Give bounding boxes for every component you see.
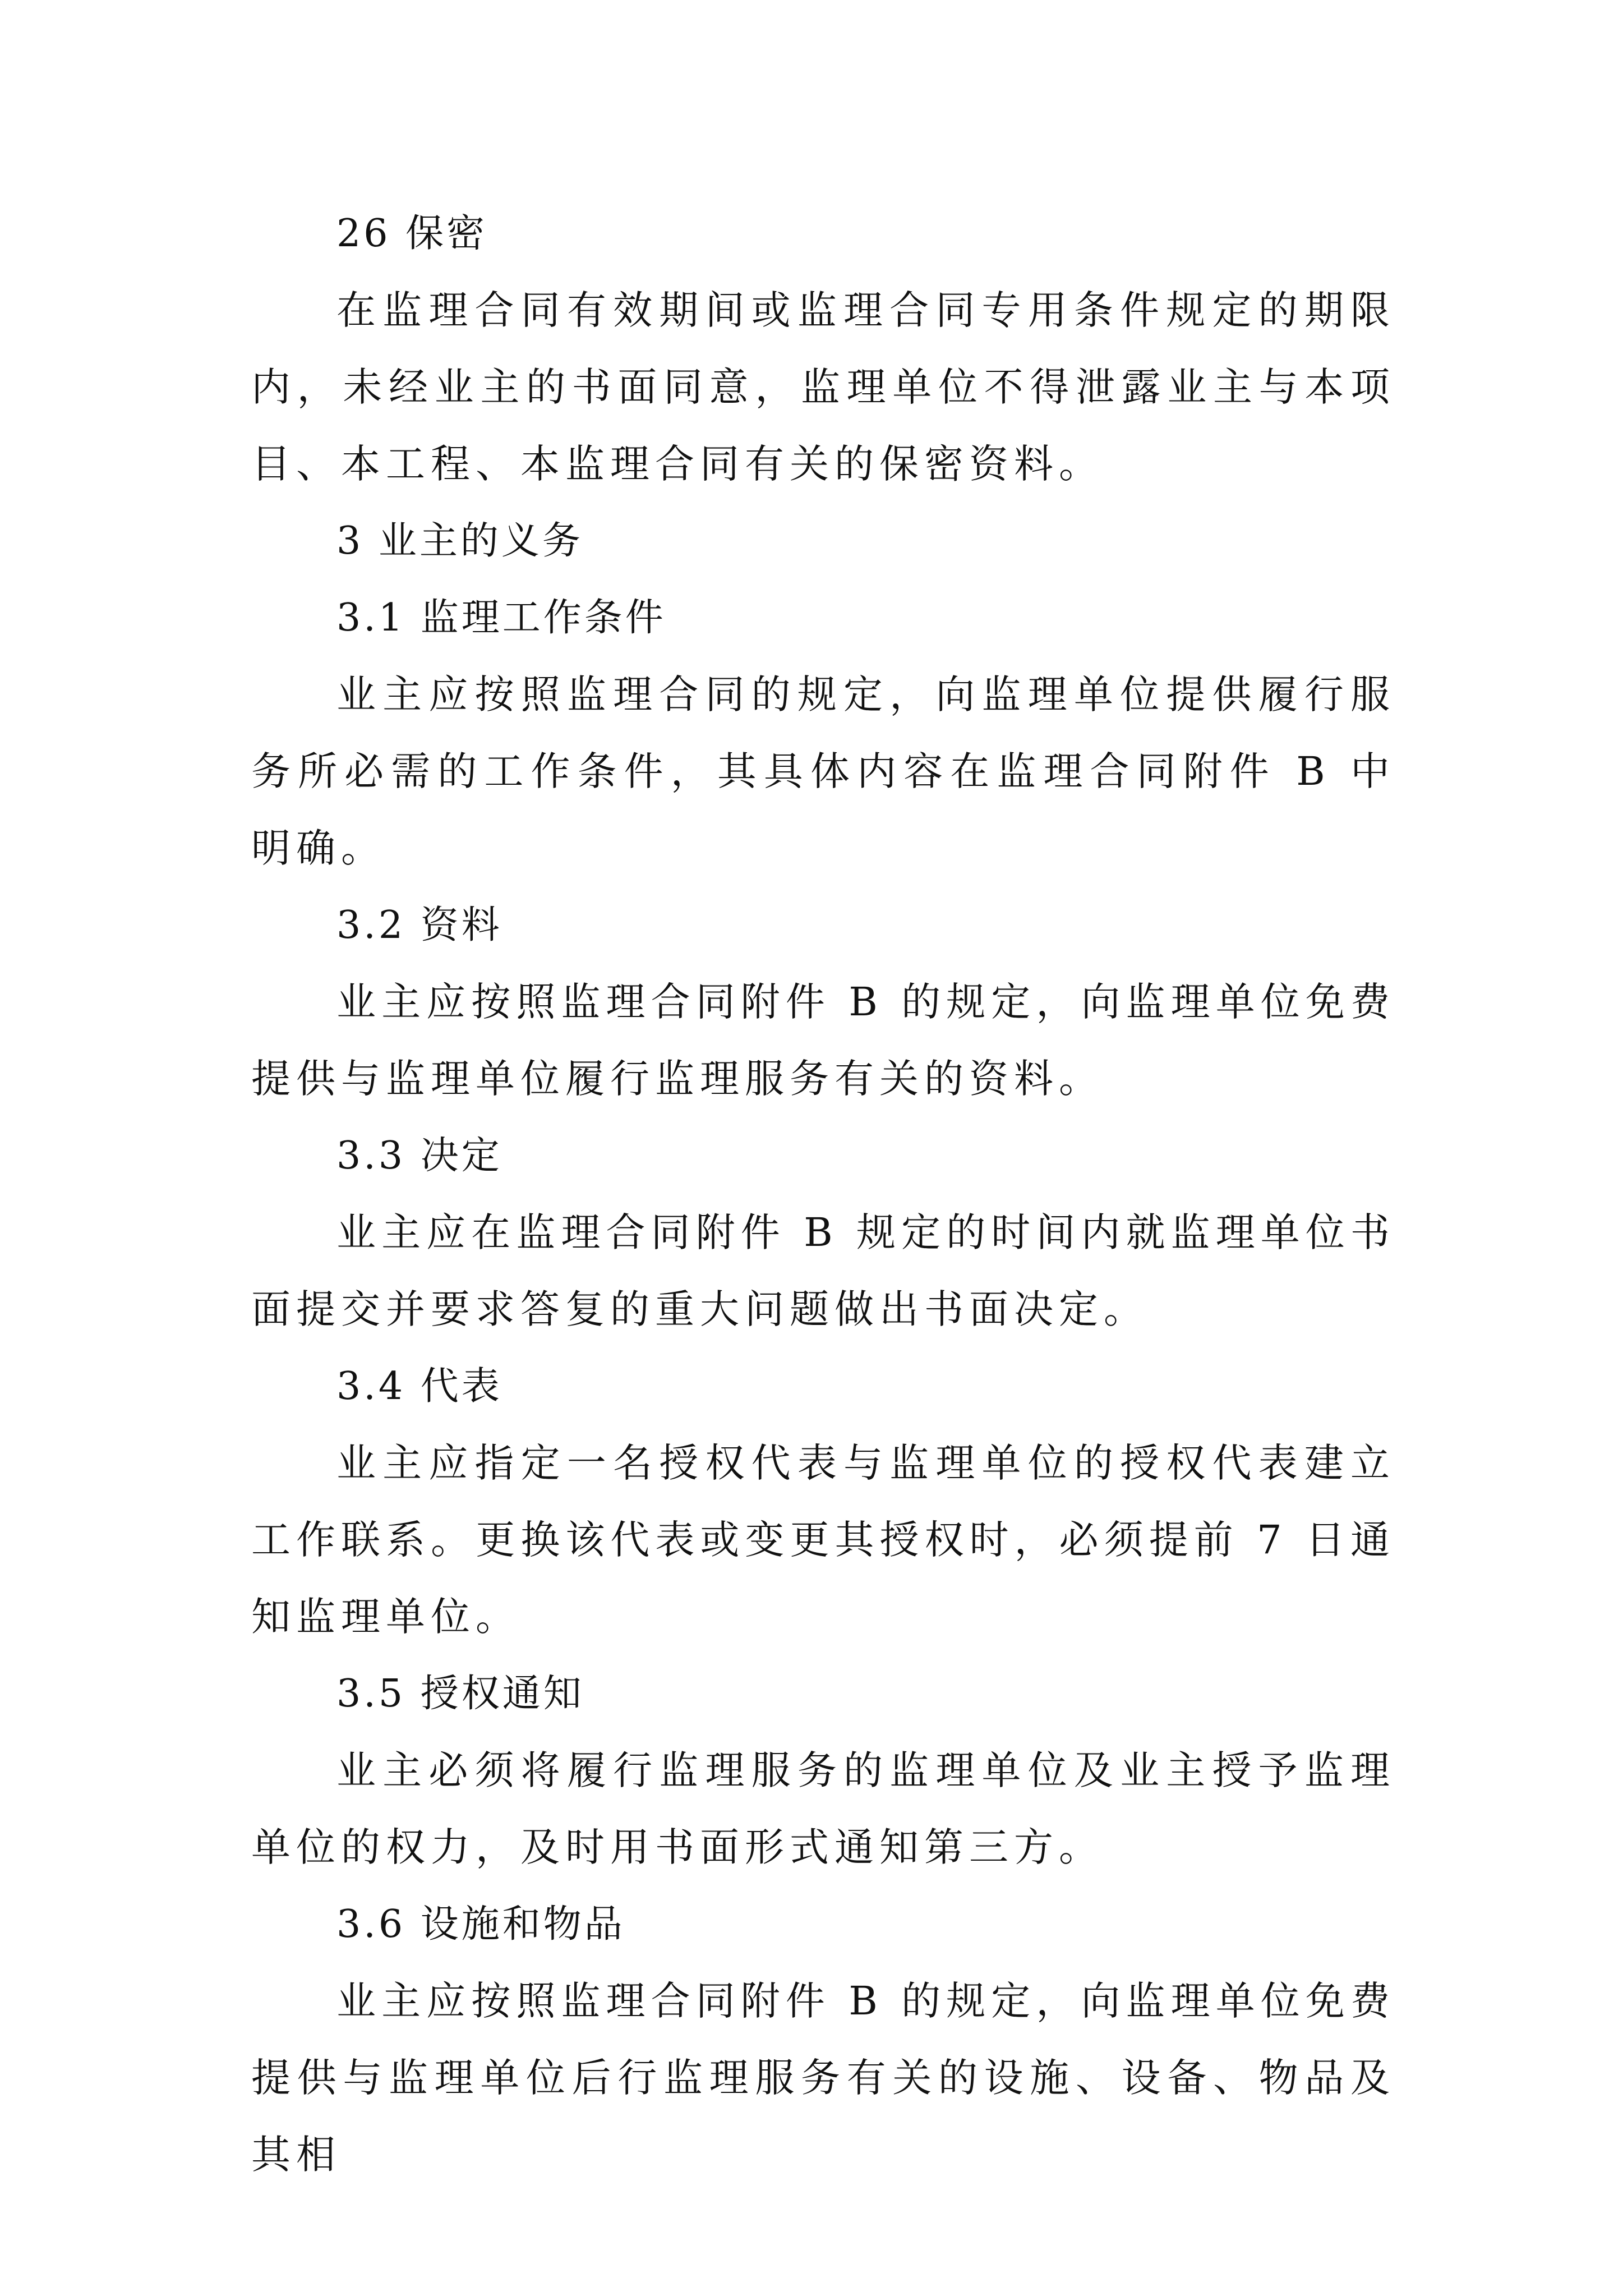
section-paragraph-authorization-notice: 业主必须将履行监理服务的监理单位及业主授予监理单位的权力，及时用书面形式通知第三方。 xyxy=(251,1747,1395,1870)
chapter-heading-owner-obligations: 3 业主的义务 xyxy=(336,519,583,563)
section-paragraph-confidentiality: 在监理合同有效期间或监理合同专用条件规定的期限内，未经业主的书面同意，监理单位不得泄露业主与本项目、本工程、本监理合同有关的保密资料。 xyxy=(251,287,1395,487)
section-heading-decisions: 3.3 决定 xyxy=(336,1134,502,1178)
section-paragraph-work-conditions: 业主应按照监理合同的规定，向监理单位提供履行服务所必需的工作条件，其具体内容在监理合同附件 B 中明确。 xyxy=(251,671,1395,871)
section-heading-work-conditions: 3.1 监理工作条件 xyxy=(336,596,666,640)
section-heading-confidentiality: 26 保密 xyxy=(336,211,488,256)
section-paragraph-materials: 业主应按照监理合同附件 B 的规定，向监理单位免费提供与监理单位履行监理服务有关的资料。 xyxy=(251,979,1395,1102)
section-paragraph-representative: 业主应指定一名授权代表与监理单位的授权代表建立工作联系。更换该代表或变更其授权时，必须提前 7 日通知监理单位。 xyxy=(251,1440,1395,1640)
section-heading-materials: 3.2 资料 xyxy=(336,903,502,947)
section-heading-facilities: 3.6 设施和物品 xyxy=(336,1902,625,1947)
section-paragraph-decisions: 业主应在监理合同附件 B 规定的时间内就监理单位书面提交并要求答复的重大问题做出书面决定。 xyxy=(251,1209,1395,1332)
section-paragraph-facilities: 业主应按照监理合同附件 B 的规定，向监理单位免费提供与监理单位后行监理服务有关的设施、设备、物品及其相 xyxy=(251,1978,1395,2178)
section-heading-representative: 3.4 代表 xyxy=(336,1364,502,1409)
document-body xyxy=(251,195,1395,2193)
section-heading-authorization-notice: 3.5 授权通知 xyxy=(336,1672,584,1716)
